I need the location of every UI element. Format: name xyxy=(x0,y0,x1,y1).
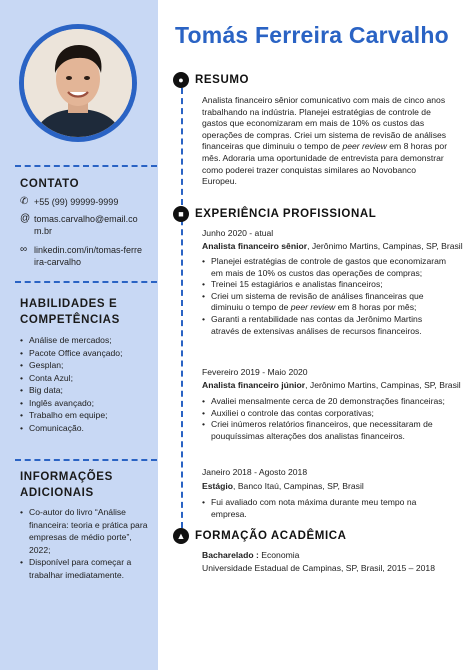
summary-text-part: em 8 horas por mês. Adoraria uma oportunidade de entrevista para demonstrar como poderei trazer conquistas similares ao Novobanco Europeu. xyxy=(202,141,448,187)
education-heading: FORMAÇÃO ACADÊMICA xyxy=(195,530,347,542)
profile-photo xyxy=(24,29,132,137)
job-company: , Banco Itaú, Campinas, SP, Brasil xyxy=(233,481,364,491)
contact-linkedin xyxy=(20,244,144,268)
job-title xyxy=(202,480,364,492)
list-item: • Avaliei mensalmente cerca de 20 demonstrações financeiras; xyxy=(202,396,452,408)
info-list xyxy=(20,506,148,581)
list-item: • Análise de mercados; xyxy=(20,334,148,347)
list-item xyxy=(202,291,452,314)
summary-text xyxy=(202,95,452,188)
job-role: Analista financeiro júnior xyxy=(202,380,306,390)
summary-text-part: Analista financeiro sênior comunicativo com mais de cinco anos trabalhando na indústria. Planejei estratégias de controle de gastos que economizaram em mais de 10% os custos das operações de compras. Criei um sistema de revisão de análises financeiras que diminuiu o tempo de xyxy=(202,95,447,152)
divider xyxy=(15,281,157,283)
list-item: • Gesplan; xyxy=(20,359,148,372)
job-company: , Jerônimo Martins, Campinas, SP, Brasil xyxy=(305,380,461,390)
job-title xyxy=(202,240,463,252)
list-item: • Garanti a rentabilidade nas contas da Jerônimo Martins através de extensivas análises de recursos financeiros. xyxy=(202,314,452,337)
timeline-line xyxy=(181,88,183,528)
bullet-italic: peer review xyxy=(290,302,336,313)
linkedin-link[interactable]: linkedin.com/in/tomas-ferreira-carvalho xyxy=(34,245,143,267)
list-item: • Big data; xyxy=(20,384,148,397)
list-item: • Inglês avançado; xyxy=(20,397,148,410)
candidate-name: Tomás Ferreira Carvalho xyxy=(175,22,449,48)
sidebar xyxy=(0,0,158,670)
briefcase-icon: ■ xyxy=(173,206,189,222)
email-link[interactable]: tomas.carvalho@email.com.br xyxy=(34,214,138,236)
experience-heading: EXPERIÊNCIA PROFISSIONAL xyxy=(195,208,377,220)
bullet-text-part: em 8 horas por mês; xyxy=(335,302,417,313)
education-degree xyxy=(202,549,299,561)
person-icon: ● xyxy=(173,72,189,88)
phone-icon: ✆ xyxy=(20,196,29,207)
divider xyxy=(15,459,157,461)
list-item: • Planejei estratégias de controle de gastos que economizaram em mais de 10% os custos das operações de compras; xyxy=(202,256,452,279)
link-icon: ∞ xyxy=(20,244,28,255)
degree-field: Economia xyxy=(258,550,300,560)
job-bullets xyxy=(202,396,452,442)
contact-heading: CONTATO xyxy=(20,178,80,190)
list-item: • Trabalho em equipe; xyxy=(20,409,148,422)
list-item: • Fui avaliado com nota máxima durante meu tempo na empresa. xyxy=(202,497,452,520)
summary-italic: peer review xyxy=(342,141,387,152)
list-item: • Criei inúmeros relatórios financeiros, que necessitaram de pouquíssimas alterações dos analistas financeiros. xyxy=(202,419,452,442)
list-item: • Pacote Office avançado; xyxy=(20,347,148,360)
job-date: Junho 2020 - atual xyxy=(202,228,274,238)
job-date: Janeiro 2018 - Agosto 2018 xyxy=(202,467,308,477)
info-heading: INFORMAÇÕES ADICIONAIS xyxy=(20,471,113,499)
divider xyxy=(15,165,157,167)
list-item: • Conta Azul; xyxy=(20,372,148,385)
graduation-cap-icon: ▲ xyxy=(173,528,189,544)
bullet-text-part: Criei um sistema de revisão de análises financeiras que diminuiu o tempo de xyxy=(211,290,424,313)
skills-heading: HABILIDADES E COMPETÊNCIAS xyxy=(20,298,120,326)
list-item: • Disponível para começar a trabalhar imediatamente. xyxy=(20,556,148,581)
list-item: • Comunicação. xyxy=(20,422,148,435)
education-school: Universidade Estadual de Campinas, SP, Brasil, 2015 – 2018 xyxy=(202,563,435,573)
list-item: • Auxiliei o controle das contas corporativas; xyxy=(202,408,452,420)
job-date: Fevereiro 2019 - Maio 2020 xyxy=(202,367,308,377)
summary-heading: RESUMO xyxy=(195,74,250,86)
list-item: • Treinei 15 estagiários e analistas financeiros; xyxy=(202,279,452,291)
degree-label: Bacharelado : xyxy=(202,550,259,560)
profile-photo-frame xyxy=(19,24,137,142)
job-role: Analista financeiro sênior xyxy=(202,241,308,251)
job-company: , Jerônimo Martins, Campinas, SP, Brasil xyxy=(307,241,463,251)
job-role: Estágio xyxy=(202,481,234,491)
contact-phone xyxy=(20,196,144,208)
at-icon: @ xyxy=(20,213,31,224)
skills-list xyxy=(20,334,148,434)
job-bullets xyxy=(202,497,452,520)
job-bullets xyxy=(202,256,452,337)
list-item: • Co-autor do livro “Análise financeira: teoria e prática para empresas de médio porte”, 2022; xyxy=(20,506,148,556)
contact-email xyxy=(20,213,144,237)
job-title xyxy=(202,379,461,391)
phone-text[interactable]: +55 (99) 99999-9999 xyxy=(34,197,119,207)
